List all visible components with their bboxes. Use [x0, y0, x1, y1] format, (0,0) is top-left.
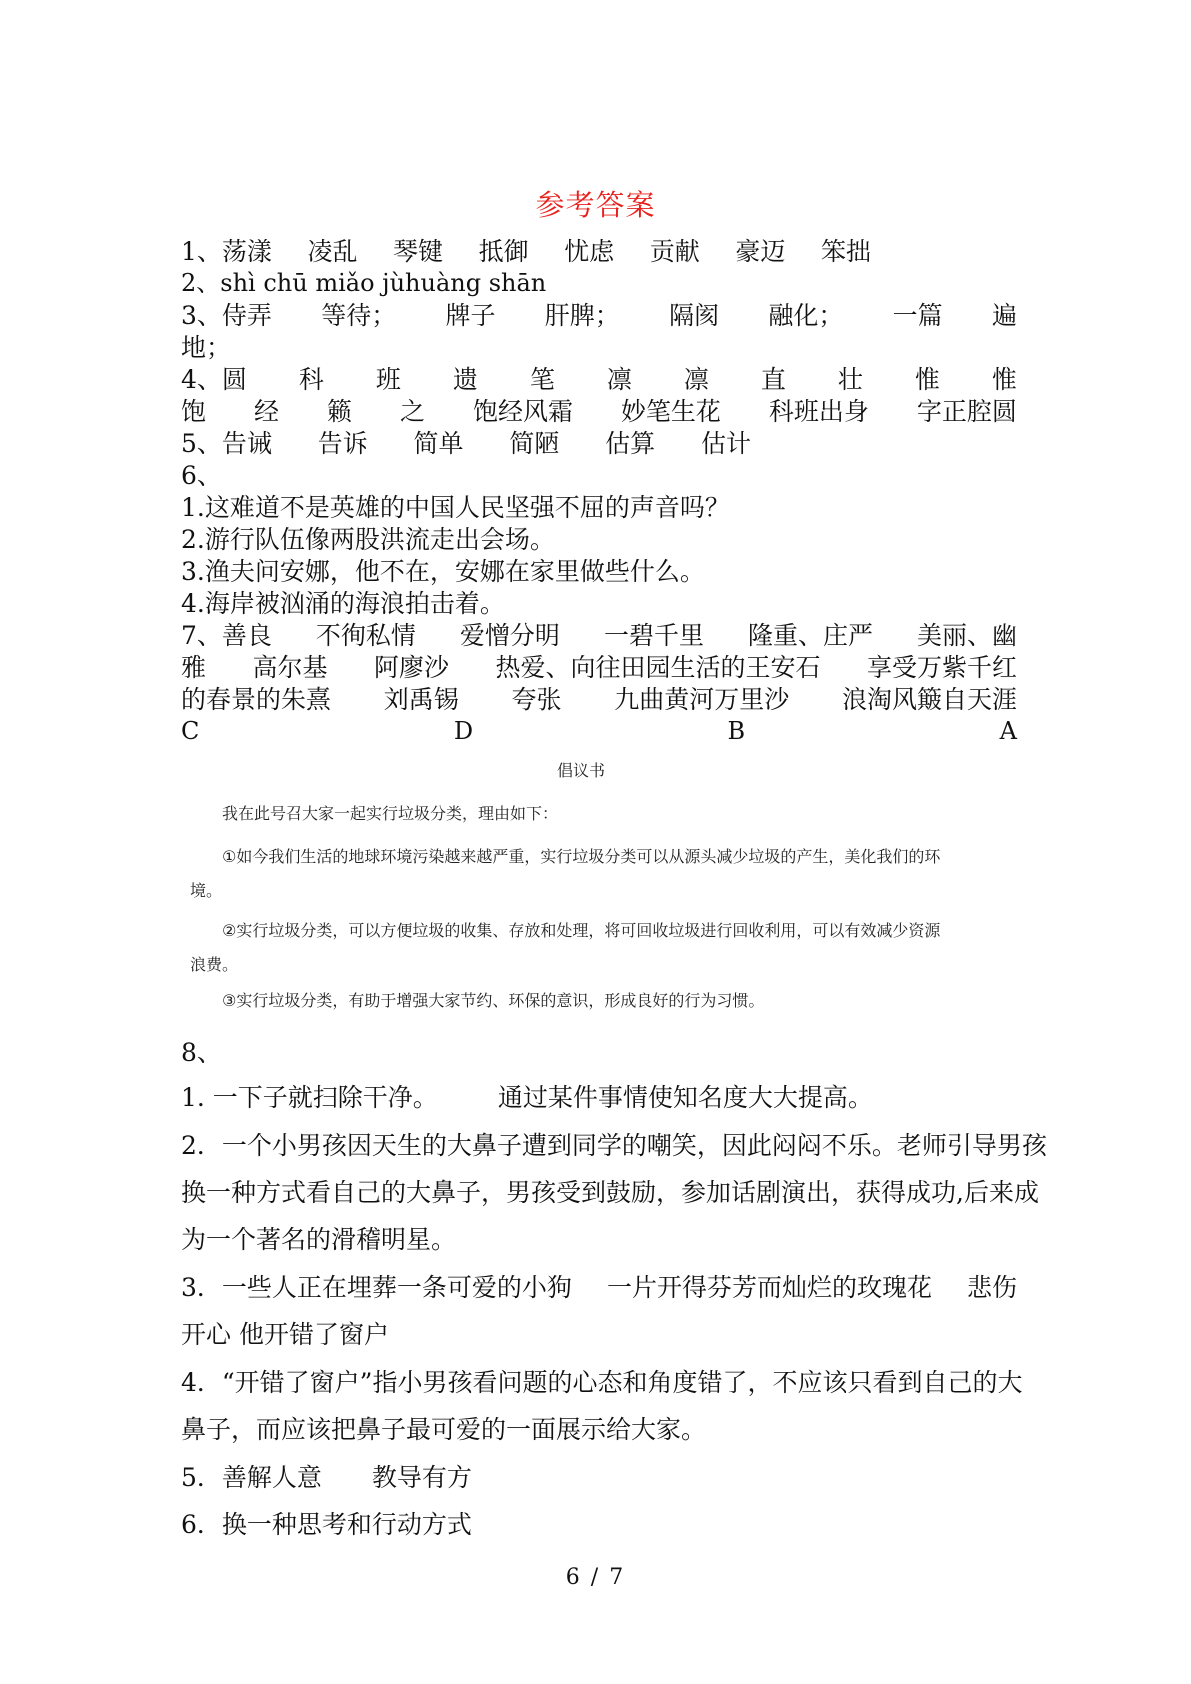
- word: 籁: [326, 397, 352, 426]
- word: 美丽、幽: [916, 621, 1017, 650]
- answer-3: [181, 300, 1017, 331]
- answer-part: 悲伤: [966, 1273, 1017, 1302]
- word: 饱经风霜: [472, 397, 573, 426]
- word: 科班出身: [768, 397, 869, 426]
- word: 凛: [683, 365, 709, 394]
- word: 字正腔圆: [916, 397, 1017, 426]
- answer-7-cont: [181, 684, 1017, 715]
- proposal-title: 倡议书: [556, 761, 605, 780]
- word: 简陋: [509, 429, 560, 458]
- word: 笔: [529, 365, 555, 394]
- proposal-reason-1: ①如今我们生活的地球环境污染越来越严重，实行垃圾分类可以从源头减少垃圾的产生，美化我们的环: [222, 847, 941, 866]
- answer-4: [181, 364, 1017, 395]
- word: 不徇私情: [315, 621, 416, 650]
- word: 享受万紫千红: [866, 653, 1017, 682]
- word: 爱憎分明: [459, 621, 560, 650]
- word: 4、圆: [181, 365, 247, 394]
- choice: C: [181, 717, 200, 745]
- word: 班: [375, 365, 401, 394]
- word: 的春景的朱熹: [181, 685, 332, 714]
- answer-8-2-cont: 为一个著名的滑稽明星。: [181, 1225, 457, 1254]
- word: 琴键: [393, 237, 444, 266]
- answer-8-5: [181, 1462, 1017, 1493]
- word: 刘禹锡: [383, 685, 459, 714]
- word: 遗: [452, 365, 478, 394]
- word: 笨拙: [820, 237, 871, 266]
- answer-6-label: 6、: [181, 461, 222, 490]
- word: 1、荡漾: [181, 237, 272, 266]
- answer-6-item: 3.渔夫问安娜，他不在，安娜在家里做些什么。: [181, 557, 705, 586]
- word: 凛: [606, 365, 632, 394]
- word: 九曲黄河万里沙: [614, 685, 790, 714]
- proposal-reason-2: ②实行垃圾分类，可以方便垃圾的收集、存放和处理，将可回收垃圾进行回收利用，可以有效减少资源: [222, 921, 941, 940]
- answer-8-1: [181, 1082, 1017, 1113]
- word: 等待；: [321, 301, 397, 330]
- proposal-reason-3: ③实行垃圾分类，有助于增强大家节约、环保的意识，形成良好的行为习惯。: [222, 991, 765, 1010]
- word: 雅: [181, 653, 207, 682]
- word: 告诉: [317, 429, 368, 458]
- page-number: 6 / 7: [565, 1565, 626, 1590]
- choice: A: [999, 717, 1017, 745]
- word: 高尔基: [252, 653, 328, 682]
- word: 估算: [605, 429, 656, 458]
- answer-6-item: 4.海岸被汹涌的海浪拍击着。: [181, 589, 505, 618]
- answer-part: 1. 一下子就扫除干净。: [181, 1083, 438, 1112]
- word: 一碧千里: [603, 621, 704, 650]
- answer-part: 教导有方: [371, 1463, 472, 1492]
- word: 科: [298, 365, 324, 394]
- word: 豪迈: [735, 237, 786, 266]
- word: 隆重、庄严: [747, 621, 873, 650]
- answer-6-item: 2.游行队伍像两股洪流走出会场。: [181, 525, 555, 554]
- word: 融化；: [768, 301, 844, 330]
- answer-8-4: 4．“开错了窗户”指小男孩看问题的心态和角度错了，不应该只看到自己的大: [181, 1368, 1023, 1397]
- proposal-intro: 我在此号召大家一起实行垃圾分类，理由如下：: [222, 804, 559, 823]
- answer-3-cont: 地；: [181, 333, 232, 362]
- answer-8-2: 2．一个小男孩因天生的大鼻子遭到同学的嘲笑，因此闷闷不乐。老师引导男孩: [181, 1131, 1047, 1160]
- answer-part: 通过某件事情使知名度大大提高。: [497, 1083, 873, 1112]
- word: 直: [760, 365, 786, 394]
- word: 5、告诫: [181, 429, 272, 458]
- answer-7: [181, 620, 1017, 651]
- word: 惟: [914, 365, 940, 394]
- proposal-image: [186, 758, 976, 1008]
- answer-5: [181, 428, 751, 459]
- word: 一篇: [892, 301, 943, 330]
- answer-part: 5．善解人意: [181, 1463, 322, 1492]
- proposal-reason-1-cont: 境。: [190, 881, 223, 900]
- word: 遍: [991, 301, 1017, 330]
- word: 忧虑: [564, 237, 615, 266]
- page-title: 参考答案: [535, 188, 656, 222]
- word: 热爱、向往田园生活的王安石: [495, 653, 821, 682]
- word: 3、侍弄: [181, 301, 272, 330]
- answer-8-3-cont: 开心 他开错了窗户: [181, 1320, 389, 1349]
- answer-8-3: [181, 1272, 1017, 1303]
- word: 贡献: [649, 237, 700, 266]
- word: 肝脾；: [544, 301, 620, 330]
- word: 妙笔生花: [620, 397, 721, 426]
- word: 抵御: [478, 237, 529, 266]
- proposal-reason-2-cont: 浪费。: [190, 955, 239, 974]
- word: 经: [253, 397, 279, 426]
- answer-8-label: 8、: [181, 1038, 222, 1067]
- answer-7-cont: [181, 652, 1017, 683]
- word: 夸张: [511, 685, 562, 714]
- answer-6-item: 1.这难道不是英雄的中国人民坚强不屈的声音吗？: [181, 493, 730, 522]
- answer-part: 3．一些人正在埋葬一条可爱的小狗: [181, 1273, 572, 1302]
- word: 凌乱: [307, 237, 358, 266]
- answer-8-2-cont: 换一种方式看自己的大鼻子，男孩受到鼓励，参加话剧演出，获得成功,后来成: [181, 1178, 1039, 1207]
- word: 7、善良: [181, 621, 272, 650]
- answer-4-cont: [181, 396, 1017, 427]
- answer-8-6: 6．换一种思考和行动方式: [181, 1510, 472, 1539]
- word: 估计: [700, 429, 751, 458]
- choice: D: [453, 717, 474, 745]
- answer-1: [181, 236, 871, 267]
- word: 阿廖沙: [373, 653, 449, 682]
- word: 壮: [837, 365, 863, 394]
- word: 牌子: [445, 301, 496, 330]
- word: 之: [399, 397, 425, 426]
- answer-2: 2、shì chū miǎo jùhuàng shān: [181, 269, 547, 297]
- word: 惟: [991, 365, 1017, 394]
- word: 浪淘风簸自天涯: [841, 685, 1017, 714]
- choice: B: [727, 717, 746, 745]
- word: 简单: [413, 429, 464, 458]
- answer-part: 一片开得芬芳而灿烂的玫瑰花: [606, 1273, 932, 1302]
- answer-8-4-cont: 鼻子，而应该把鼻子最可爱的一面展示给大家。: [181, 1415, 707, 1444]
- answer-7-choices: [181, 716, 1017, 747]
- word: 隔阂: [669, 301, 720, 330]
- word: 饱: [181, 397, 207, 426]
